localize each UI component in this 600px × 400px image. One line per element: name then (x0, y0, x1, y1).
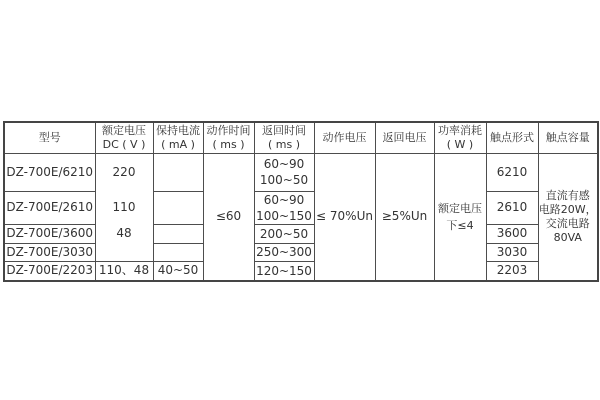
operate-time-merged-cell: ≤60 (203, 153, 254, 281)
contact-form-cell: 3030 (486, 243, 538, 261)
return-time-cell: 250~300 (254, 243, 314, 261)
col-header-contact-capacity: 触点容量 (538, 122, 598, 153)
rated-voltage-value: 220 (112, 165, 136, 179)
holding-current-cell (153, 224, 203, 243)
header-row (4, 122, 598, 153)
table-row (4, 224, 598, 243)
table-row (4, 261, 598, 281)
return-time-cell: 60~90 100~150 (254, 191, 314, 224)
contact-capacity-merged-cell: 直流有感 电路20W， 交流电路 80VA (538, 153, 598, 281)
col-header-model: 型号 (4, 122, 95, 153)
table-row (4, 153, 598, 191)
return-voltage-merged-cell: ≥5%Un (375, 153, 434, 281)
col-header-return-voltage: 返回电压 (375, 122, 434, 153)
table-row (4, 191, 598, 224)
model-cell: DZ-700E/6210 (4, 153, 95, 191)
rated-voltage-cell: 110、48 (95, 261, 153, 281)
holding-current-cell (153, 153, 203, 191)
holding-current-cell (153, 191, 203, 224)
return-time-cell: 120~150 (254, 261, 314, 281)
col-header-operate-time: 动作时间 ( ms ) (203, 122, 254, 153)
contact-form-cell: 3600 (486, 224, 538, 243)
rated-voltage-value: 110 (112, 200, 136, 214)
table-row (4, 243, 598, 261)
holding-current-cell (153, 243, 203, 261)
holding-current-cell: 40~50 (153, 261, 203, 281)
contact-form-cell: 6210 (486, 153, 538, 191)
operate-voltage-merged-cell: ≤ 70%Un (314, 153, 375, 281)
return-time-cell: 60~90 100~50 (254, 153, 314, 191)
col-header-rated-voltage: 额定电压 DC ( V ) (95, 122, 153, 153)
col-header-contact-form: 触点形式 (486, 122, 538, 153)
relay-spec-table (3, 121, 599, 282)
rated-voltage-value: 48 (116, 226, 132, 240)
contact-form-cell: 2203 (486, 261, 538, 281)
power-consumption-merged-cell: 额定电压 下≤4 (434, 153, 486, 281)
col-header-operate-voltage: 动作电压 (314, 122, 375, 153)
return-time-cell: 200~50 (254, 224, 314, 243)
model-cell: DZ-700E/2203 (4, 261, 95, 281)
rated-voltage-empty-slot (96, 243, 153, 260)
col-header-return-time: 返回时间 ( ms ) (254, 122, 314, 153)
contact-form-cell: 2610 (486, 191, 538, 224)
rated-voltage-merged-cell (95, 153, 153, 261)
model-cell: DZ-700E/3030 (4, 243, 95, 261)
col-header-power-consumption: 功率消耗 ( W ) (434, 122, 486, 153)
model-cell: DZ-700E/3600 (4, 224, 95, 243)
model-cell: DZ-700E/2610 (4, 191, 95, 224)
col-header-holding-current: 保持电流 ( mA ) (153, 122, 203, 153)
